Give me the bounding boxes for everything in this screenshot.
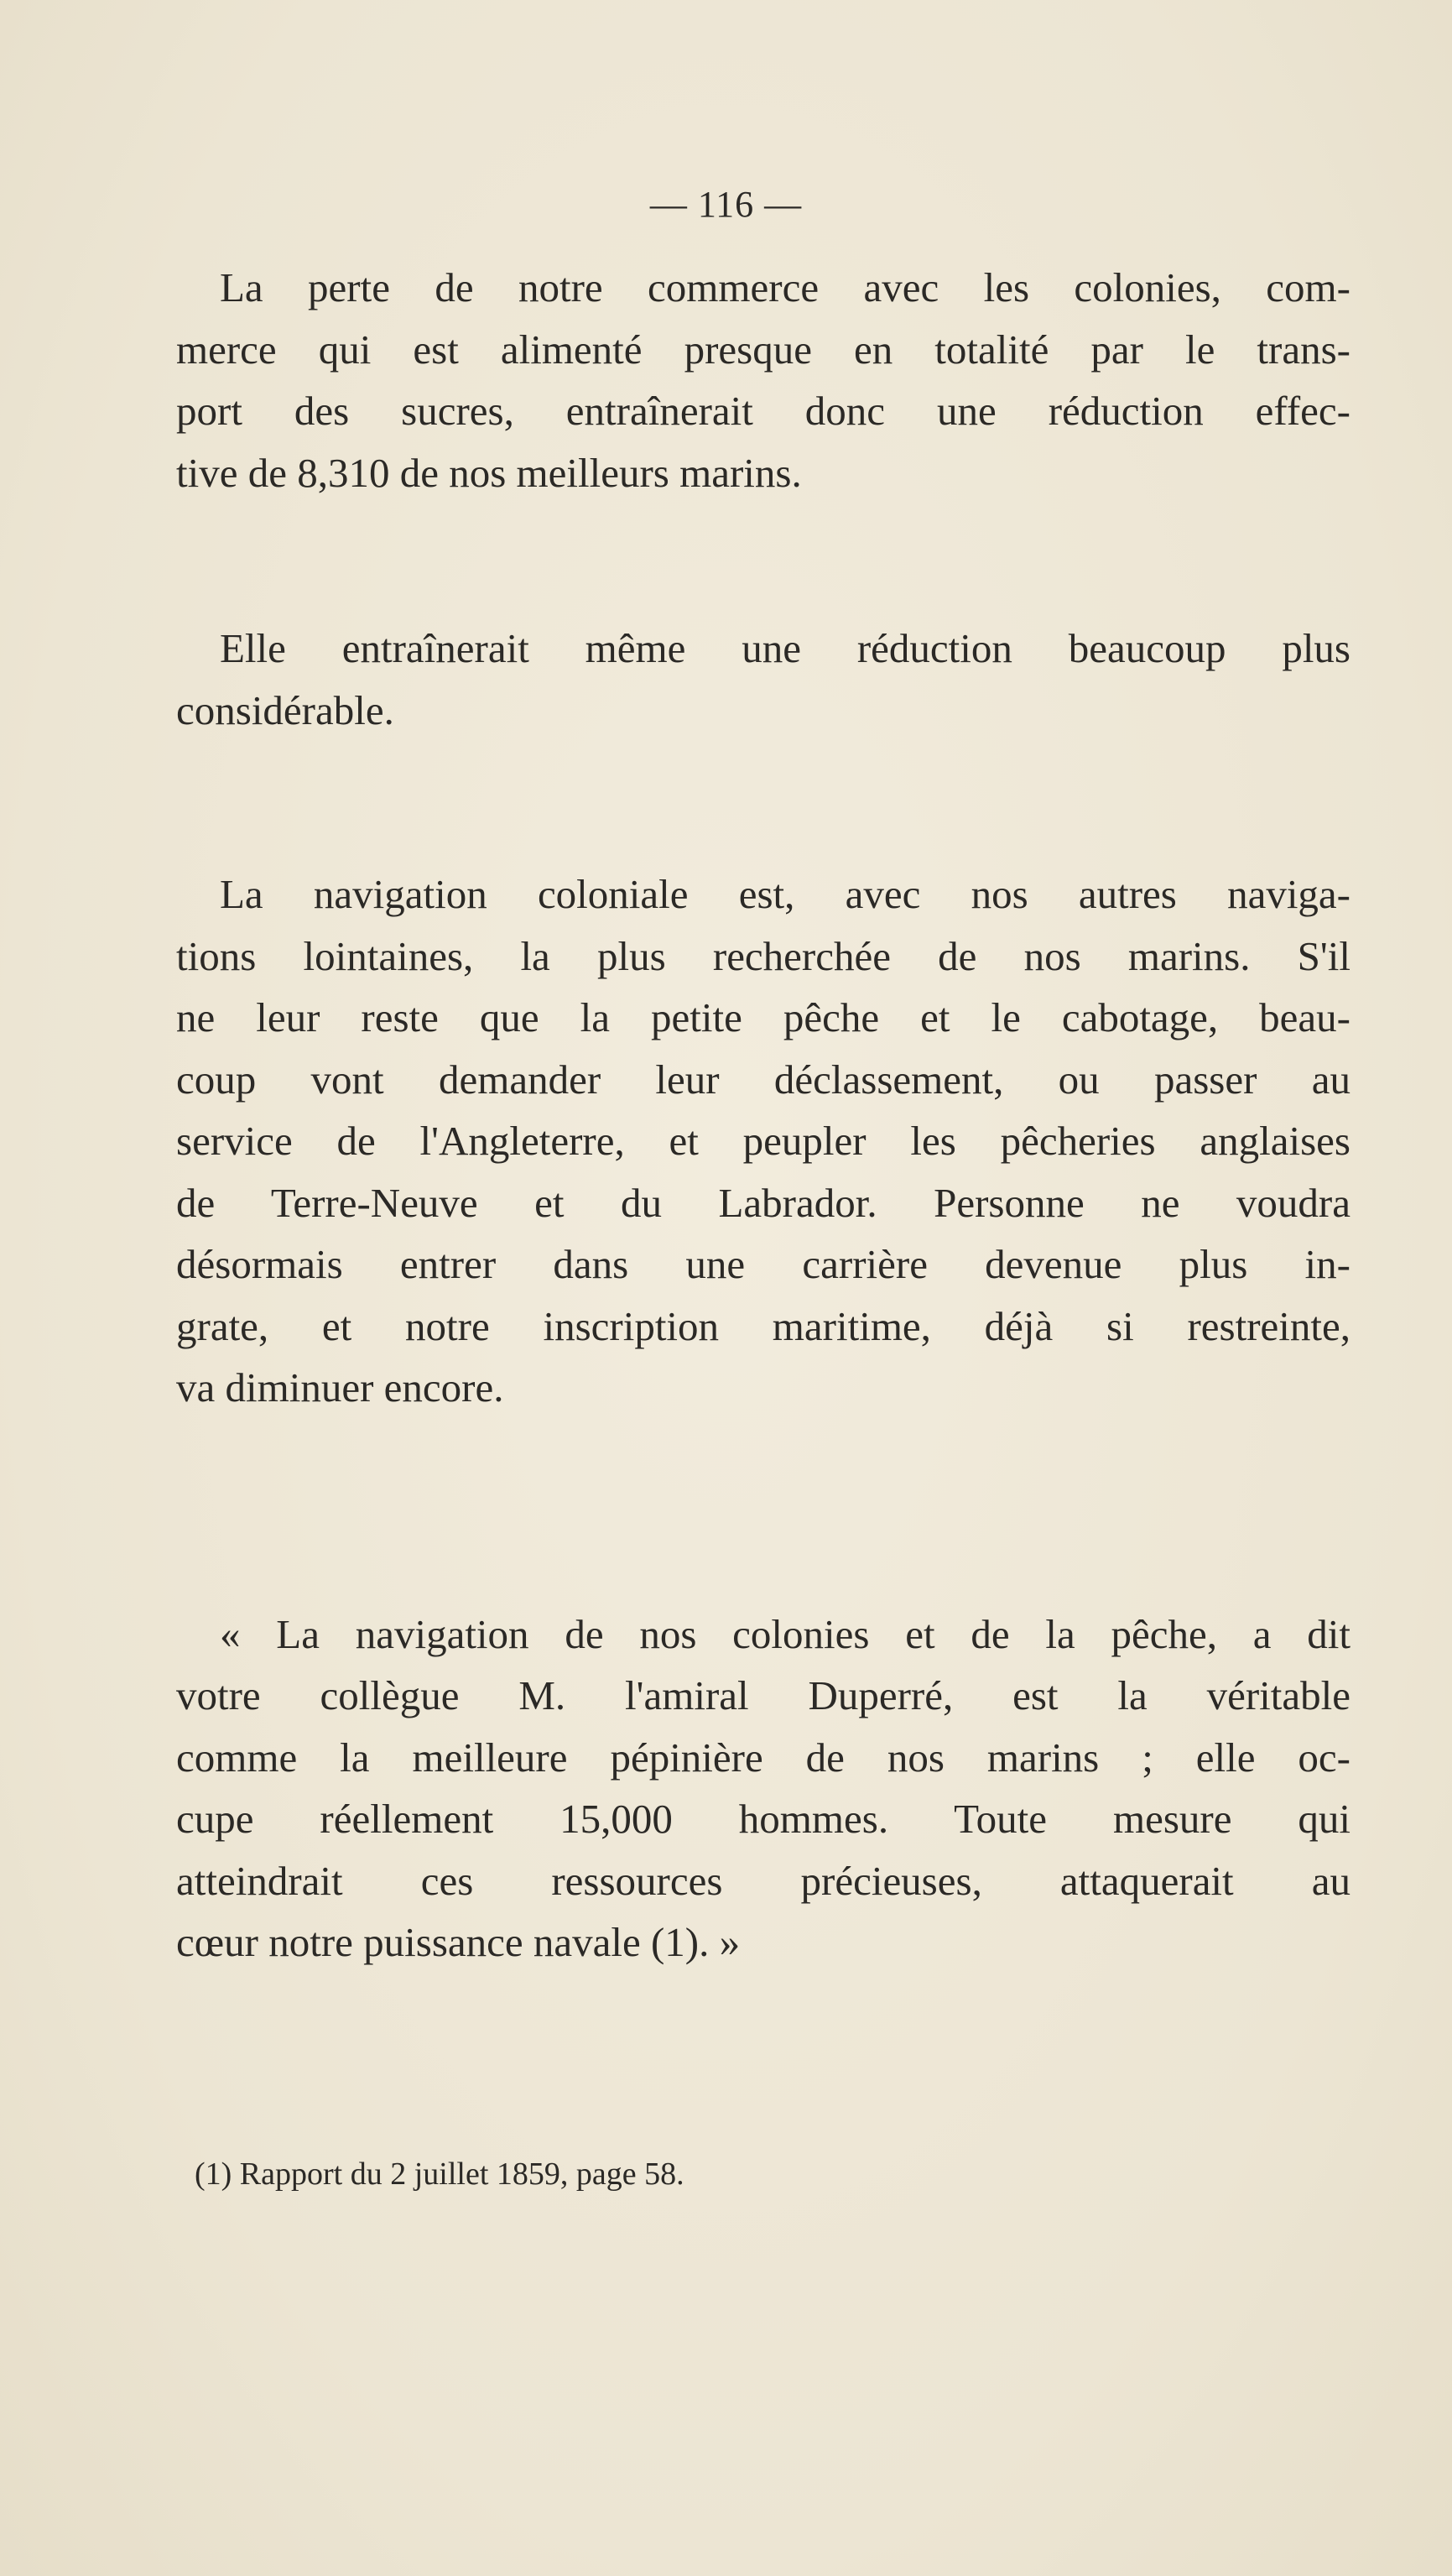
- footnote: (1) Rapport du 2 juillet 1859, page 58.: [195, 2156, 684, 2192]
- text-line: grate, et notre inscription maritime, déjà si restreinte,: [176, 1302, 1351, 1349]
- text-line: merce qui est alimenté presque en totalité par le trans-: [176, 326, 1351, 373]
- text-line: coup vont demander leur déclassement, ou passer au: [176, 1056, 1351, 1103]
- text-line: tions lointaines, la plus recherchée de nos marins. S'il: [176, 932, 1351, 979]
- text-line: Elle entraînerait même une réduction beaucoup plus: [220, 625, 1351, 671]
- paragraph: [176, 257, 1351, 503]
- text-line: cupe réellement 15,000 hommes. Toute mesure qui: [176, 1796, 1351, 1842]
- text-line: ne leur reste que la petite pêche et le cabotage, beau-: [176, 994, 1351, 1040]
- text-line: comme la meilleure pépinière de nos marins ; elle oc-: [176, 1734, 1351, 1781]
- text-line: « La navigation de nos colonies et de la pêche, a dit: [220, 1610, 1351, 1657]
- paragraph: [176, 1603, 1351, 1974]
- text-line: considérable.: [176, 686, 394, 733]
- text-line: port des sucres, entraînerait donc une réduction effec-: [176, 388, 1351, 434]
- paragraph: [176, 863, 1351, 1419]
- text-line: tive de 8,310 de nos meilleurs marins.: [176, 449, 802, 496]
- text-line: La navigation coloniale est, avec nos autres naviga-: [220, 871, 1351, 917]
- text-line: va diminuer encore.: [176, 1364, 504, 1411]
- text-line: votre collègue M. l'amiral Duperré, est la véritable: [176, 1672, 1351, 1718]
- paragraph: [176, 618, 1351, 741]
- text-line: désormais entrer dans une carrière devenue plus in-: [176, 1241, 1351, 1287]
- text-line: atteindrait ces ressources précieuses, attaquerait au: [176, 1857, 1351, 1904]
- text-line: cœur notre puissance navale (1). »: [176, 1919, 741, 1965]
- text-line: La perte de notre commerce avec les colonies, com-: [220, 264, 1351, 310]
- text-line: service de l'Angleterre, et peupler les pêcheries anglaises: [176, 1118, 1351, 1164]
- page-number: — 116 —: [649, 184, 803, 225]
- text-line: de Terre-Neuve et du Labrador. Personne ne voudra: [176, 1179, 1351, 1226]
- body-text: [176, 257, 1351, 1974]
